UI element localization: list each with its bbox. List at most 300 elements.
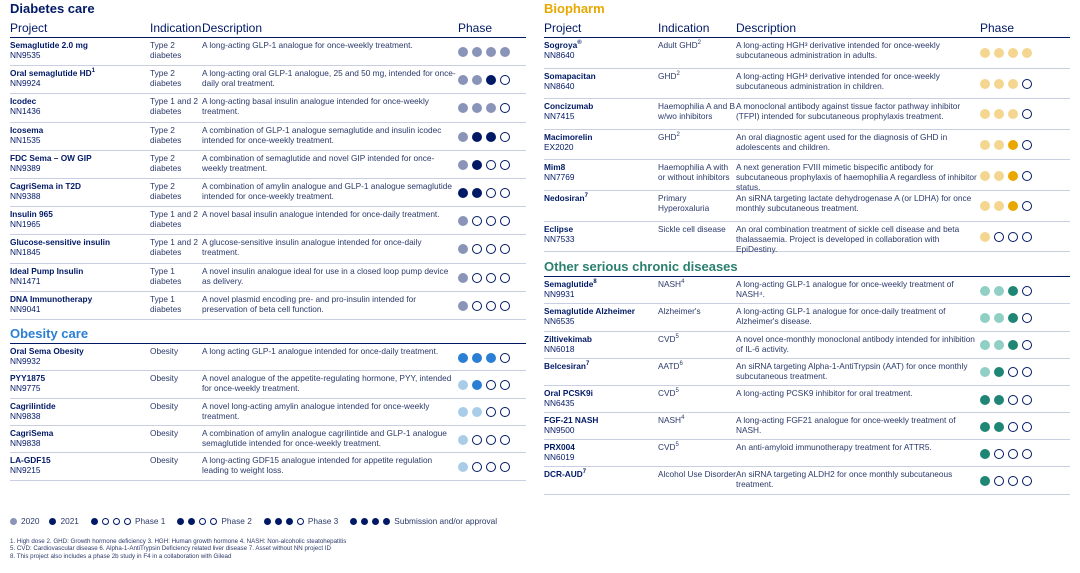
indication-cell (150, 426, 202, 452)
phase-dot-empty (1022, 449, 1032, 459)
indication-sup: 4 (681, 415, 685, 422)
legend-submission-dot (361, 518, 368, 525)
phase-dot-filled (458, 75, 468, 85)
legend-submission-dot (383, 518, 390, 525)
phase-dot-filled (472, 75, 482, 85)
phase-dots (980, 99, 1040, 130)
phase-dot-filled (1008, 286, 1018, 296)
phase-dot-filled (994, 286, 1004, 296)
phase-dot-empty (486, 273, 496, 283)
legend-phase3-dot (275, 518, 282, 525)
description-cell: A long acting GLP-1 analogue intended for once-daily treatment. (202, 345, 439, 356)
project-code: NN6018 (544, 343, 575, 354)
project-code: NN8640 (544, 50, 575, 60)
phase-dot-empty (500, 103, 510, 113)
phase-dots (980, 160, 1040, 191)
indication-text: Alcohol Use Disorder (658, 469, 736, 480)
phase-dots (458, 371, 518, 398)
project-name (544, 224, 658, 234)
project-cell (544, 38, 658, 68)
legend-2021-dot (49, 518, 56, 525)
project-name (544, 469, 658, 479)
project-cell (10, 235, 150, 262)
phase-dot-empty (1022, 367, 1032, 377)
phase-dot-empty (1022, 286, 1032, 296)
project-cell (10, 453, 150, 479)
project-name-text: PYY1875 (10, 373, 46, 384)
phase-dot-empty (1022, 109, 1032, 119)
indication-cell (658, 277, 736, 303)
phase-dot-filled (472, 47, 482, 57)
table-row (544, 99, 1070, 130)
phase-dots (458, 94, 518, 122)
indication-text: Type 2 diabetes (150, 180, 182, 201)
phase-dot-filled (486, 47, 496, 57)
project-cell (10, 344, 150, 370)
project-cell (10, 38, 150, 65)
phase-dot-filled (980, 79, 990, 89)
phase-dot-empty (1008, 367, 1018, 377)
table-row (544, 332, 1070, 359)
project-name (544, 334, 658, 344)
phase-dot-empty (1008, 449, 1018, 459)
project-name (10, 373, 150, 383)
legend-phase1-dot (91, 518, 98, 525)
table-row (544, 304, 1070, 331)
legend-submission-label: Submission and/or approval (394, 516, 498, 526)
phase-legend (10, 516, 530, 526)
indication-text: CVD (658, 333, 676, 344)
project-name (10, 209, 150, 219)
indication-text: Adult GHD (658, 40, 698, 50)
phase-dots (980, 359, 1040, 386)
phase-dot-filled (1022, 48, 1032, 58)
project-cell (544, 304, 658, 330)
indication-text: Haemophilia A and B w/wo inhibitors (658, 101, 736, 122)
table-row (10, 66, 526, 94)
phase-dot-empty (1022, 140, 1032, 150)
phase-dots (458, 123, 518, 151)
phase-dot-filled (980, 140, 990, 150)
phase-dot-filled (994, 395, 1004, 405)
description-cell: A novel long-acting amylin analogue intended for once-weekly treatment. (202, 400, 430, 421)
phase-dot-filled (458, 244, 468, 254)
phase-dot-empty (1022, 422, 1032, 432)
indication-text: Obesity (150, 455, 179, 466)
phase-dot-empty (1008, 232, 1018, 242)
description-cell: An siRNA targeting Alpha-1-AntiTrypsin (AAT) for once monthly subcutaneous treatment. (736, 360, 968, 381)
phase-dot-filled (486, 353, 496, 363)
project-name-text: DNA Immunotherapy (10, 293, 93, 304)
project-name (544, 101, 658, 111)
project-name-text: Ziltivekimab (544, 333, 592, 344)
project-code: NN1471 (10, 275, 41, 286)
project-cell (544, 440, 658, 466)
indication-text: Primary Hyperoxaluria (658, 192, 710, 213)
indication-sup: 2 (676, 132, 680, 139)
legend-phase1-dot (113, 518, 120, 525)
phase-dot-empty (500, 188, 510, 198)
header-description: Description (736, 21, 797, 35)
indication-cell (150, 38, 202, 65)
table-row (544, 222, 1070, 253)
indication-text: Haemophilia A with or without inhibitors (658, 162, 730, 183)
project-name (544, 361, 658, 371)
phase-dot-filled (472, 353, 482, 363)
indication-cell (658, 69, 736, 99)
phase-dot-filled (1008, 340, 1018, 350)
footnote-line: 1. High dose 2. GHD: Growth hormone deficiency 3. HGH: Human growth hormone 4. NASH: Non-alcoholic steatohepatitis (10, 538, 347, 545)
project-name-text: Icosema (10, 124, 44, 135)
legend-submission-dot (372, 518, 379, 525)
indication-cell (150, 371, 202, 397)
phase-dots (458, 38, 518, 66)
project-name-text: Ideal Pump Insulin (10, 265, 84, 276)
phase-dot-empty (472, 273, 482, 283)
phase-dot-empty (1022, 340, 1032, 350)
project-code: NN7533 (544, 233, 575, 244)
diabetes-care-title: Diabetes care (10, 1, 95, 16)
phase-dot-filled (472, 132, 482, 142)
phase-dot-empty (486, 407, 496, 417)
project-code: NN9775 (10, 383, 41, 394)
phase-dot-filled (458, 188, 468, 198)
header-description: Description (202, 21, 263, 35)
project-name (544, 279, 658, 289)
project-name (544, 71, 658, 81)
description-cell: A long-acting GLP-1 analogue for once-weekly treatment of NASH⁴. (736, 279, 954, 300)
phase-dots (458, 453, 518, 480)
phase-dot-filled (458, 380, 468, 390)
legend-phase1-dot (102, 518, 109, 525)
phase-dots (980, 304, 1040, 331)
phase-dots (458, 66, 518, 94)
legend-2020-label: 2020 (21, 516, 40, 526)
phase-dot-filled (1008, 48, 1018, 58)
phase-dot-filled (980, 48, 990, 58)
project-code: NN1436 (10, 106, 41, 117)
indication-text: Type 1 and 2 diabetes (150, 237, 198, 258)
indication-text: Type 2 diabetes (150, 124, 182, 145)
project-name-text: Somapacitan (544, 70, 596, 81)
phase-dot-empty (1022, 313, 1032, 323)
phase-dot-empty (486, 462, 496, 472)
phase-dot-filled (994, 140, 1004, 150)
table-row (544, 386, 1070, 413)
table-row (10, 94, 526, 122)
project-cell (10, 151, 150, 178)
phase-dot-empty (486, 244, 496, 254)
indication-text: Type 1 and 2 diabetes (150, 96, 198, 117)
project-name-text: Nedosiran (544, 192, 585, 203)
indication-cell (658, 440, 736, 466)
project-name (10, 346, 150, 356)
indication-sup: 6 (679, 360, 683, 367)
description-cell: A long-acting GDF15 analogue intended for appetite regulation leading to weight loss. (202, 455, 433, 476)
phase-dot-empty (500, 216, 510, 226)
table-row (10, 235, 526, 263)
indication-cell (658, 467, 736, 493)
phase-dot-filled (980, 232, 990, 242)
project-cell (544, 160, 658, 190)
table-row (10, 264, 526, 292)
project-name-text: Insulin 965 (10, 209, 53, 220)
indication-text: Type 1 diabetes (150, 265, 182, 286)
table-row (544, 440, 1070, 467)
phase-dots (980, 277, 1040, 304)
project-name (544, 132, 658, 142)
footnote-line: 5. CVD: Cardiovascular disease 6. Alpha-1-AntiTrypsin Deficiency related liver disease 7. Asset without NN project ID (10, 545, 331, 553)
project-name (10, 96, 150, 106)
phase-dot-filled (994, 422, 1004, 432)
project-name-text: CagriSema (10, 428, 54, 439)
description-cell: A novel once-monthly monoclonal antibody intended for inhibition of IL-6 activity. (736, 333, 975, 354)
description-cell: A novel analogue of the appetite-regulating hormone, PYY, intended for once-weekly treatment. (202, 373, 452, 394)
phase-dot-filled (980, 171, 990, 181)
project-code: EX2020 (544, 141, 574, 152)
table-row (10, 207, 526, 235)
phase-dots (458, 151, 518, 179)
biopharm-title: Biopharm (544, 1, 605, 16)
project-code: NN6435 (544, 397, 575, 408)
indication-text: NASH (658, 415, 682, 426)
table-row (10, 38, 526, 66)
phase-dot-filled (472, 407, 482, 417)
phase-dot-empty (472, 244, 482, 254)
phase-dot-filled (980, 367, 990, 377)
project-name (10, 237, 150, 247)
phase-dots (458, 292, 518, 320)
phase-dots (458, 179, 518, 207)
phase-dot-empty (472, 301, 482, 311)
indication-cell (658, 99, 736, 129)
project-name-text: PRX004 (544, 442, 575, 453)
project-name (544, 40, 658, 50)
description-cell: An oral diagnostic agent used for the diagnosis of GHD in adolescents and children. (736, 131, 948, 152)
table-row (10, 426, 526, 453)
project-name-text: Eclipse (544, 223, 574, 234)
indication-cell (658, 130, 736, 160)
phase-dot-empty (500, 435, 510, 445)
indication-text: Type 2 diabetes (150, 40, 182, 60)
phase-dot-empty (472, 462, 482, 472)
project-cell (10, 123, 150, 150)
phase-dot-filled (472, 188, 482, 198)
project-cell (544, 386, 658, 412)
project-name-text: Oral PCSK9i (544, 387, 593, 398)
project-code: NN9389 (10, 162, 41, 173)
description-cell: A combination of amylin analogue cagrilintide and GLP-1 analogue semaglutide intended for once-weekly treatment. (202, 428, 447, 449)
phase-dot-filled (458, 353, 468, 363)
phase-dots (458, 207, 518, 235)
description-cell: A novel insulin analogue ideal for use in a closed loop pump device as delivery. (202, 265, 449, 286)
project-code: NN9931 (544, 289, 575, 300)
phase-dot-empty (500, 380, 510, 390)
description-cell: An oral combination treatment of sickle cell disease and beta thalassaemia. Project is developed in collaboration with EpiDestiny. (736, 223, 960, 254)
legend-phase1-label: Phase 1 (134, 516, 166, 526)
ocd-table-body (544, 276, 1070, 495)
table-row (10, 123, 526, 151)
project-name (544, 193, 658, 203)
description-cell: A next generation FVIII mimetic bispecific antibody for subcutaneous prophylaxis of haemophilia A regardless of inhibitor status. (736, 162, 977, 193)
phase-dot-empty (1022, 395, 1032, 405)
project-code: NN9924 (10, 78, 41, 89)
project-name (544, 442, 658, 452)
obesity-table-body (10, 343, 526, 481)
description-cell: A combination of GLP-1 analogue semaglutide and insulin icodec intended for once-weekly treatment. (202, 124, 442, 145)
indication-cell (150, 264, 202, 291)
legend-2020-dot (10, 518, 17, 525)
phase-dot-filled (980, 286, 990, 296)
phase-dots (980, 38, 1040, 69)
phase-dot-filled (458, 435, 468, 445)
phase-dot-filled (1008, 140, 1018, 150)
indication-sup: 2 (676, 70, 680, 77)
indication-cell (658, 222, 736, 252)
description-cell: A long-acting basal insulin analogue intended for once-weekly treatment. (202, 96, 429, 117)
project-cell (10, 292, 150, 319)
description-cell: A combination of amylin analogue and GLP-1 analogue semaglutide intended for once-weekly treatment. (202, 180, 452, 201)
phase-dots (980, 332, 1040, 359)
indication-cell (150, 66, 202, 93)
indication-sup: 2 (697, 40, 701, 47)
phase-dot-filled (458, 103, 468, 113)
project-name-text: Sogroya (544, 40, 578, 50)
indication-text: GHD (658, 131, 677, 142)
header-phase: Phase (458, 21, 493, 35)
table-row (10, 399, 526, 426)
project-name-text: Glucose-sensitive insulin (10, 237, 111, 248)
project-name (10, 401, 150, 411)
project-name-text: Oral semaglutide HD (10, 68, 92, 79)
project-name-text: Mim8 (544, 162, 566, 173)
phase-dot-filled (980, 395, 990, 405)
legend-submission-dot (350, 518, 357, 525)
project-code: NN9535 (10, 50, 41, 60)
footnote-line: 8. This project also includes a phase 2b study in F4 in a collaboration with Gilead (10, 552, 232, 560)
phase-dot-filled (458, 462, 468, 472)
table-row (544, 191, 1070, 222)
phase-dot-empty (486, 301, 496, 311)
project-name-text: CagriSema in T2D (10, 180, 82, 191)
phase-dot-empty (994, 449, 1004, 459)
table-row (544, 69, 1070, 100)
right-column (544, 0, 1070, 495)
phase-dot-filled (980, 422, 990, 432)
phase-dot-filled (1008, 79, 1018, 89)
project-cell (10, 264, 150, 291)
project-name-text: Oral Sema Obesity (10, 345, 84, 356)
project-code: NN8640 (544, 80, 575, 91)
phase-dot-empty (1022, 171, 1032, 181)
project-cell (544, 467, 658, 493)
project-cell (544, 222, 658, 252)
table-row (544, 277, 1070, 304)
phase-dot-filled (458, 216, 468, 226)
phase-dot-empty (994, 232, 1004, 242)
project-name-text: DCR-AUD (544, 469, 583, 480)
phase-dot-empty (1008, 476, 1018, 486)
indication-cell (150, 94, 202, 121)
project-cell (544, 130, 658, 160)
project-name (10, 266, 150, 276)
project-name-sup: 7 (585, 360, 590, 367)
project-code: NN9500 (544, 425, 575, 436)
other-serious-chronic-diseases-title: Other serious chronic diseases (544, 259, 738, 275)
project-name-sup: 8 (593, 279, 597, 286)
description-cell: A long-acting GLP-1 analogue for once-weekly treatment. (202, 40, 413, 50)
indication-text: Type 2 diabetes (150, 68, 182, 89)
header-indication: Indication (658, 21, 710, 35)
phase-dot-filled (994, 171, 1004, 181)
table-row (544, 160, 1070, 191)
phase-dots (980, 191, 1040, 222)
table-row (10, 292, 526, 320)
project-name (10, 125, 150, 135)
indication-sup: 5 (675, 442, 679, 449)
phase-dot-empty (1022, 201, 1032, 211)
phase-dot-filled (994, 48, 1004, 58)
indication-cell (150, 207, 202, 234)
project-code: NN9041 (10, 303, 41, 314)
phase-dot-empty (1008, 422, 1018, 432)
phase-dot-filled (980, 449, 990, 459)
phase-dot-filled (1008, 171, 1018, 181)
project-name-text: FGF-21 NASH (544, 415, 599, 426)
phase-dot-empty (500, 132, 510, 142)
project-cell (544, 413, 658, 439)
phase-dot-empty (500, 353, 510, 363)
phase-dot-empty (994, 476, 1004, 486)
indication-cell (658, 359, 736, 385)
table-row (10, 453, 526, 480)
legend-phase2-dot (188, 518, 195, 525)
project-name-sup: 7 (584, 193, 588, 200)
description-cell: An siRNA targeting ALDH2 for once monthly subcutaneous treatment. (736, 469, 953, 490)
phase-dot-filled (486, 75, 496, 85)
phase-dot-filled (980, 109, 990, 119)
project-cell (544, 359, 658, 385)
description-cell: A long-acting oral GLP-1 analogue, 25 and 50 mg, intended for once-daily oral treatment. (202, 68, 456, 89)
indication-cell (150, 235, 202, 262)
indication-cell (658, 413, 736, 439)
project-code: NN7415 (544, 111, 575, 122)
indication-text: AATD (658, 360, 680, 371)
project-name (10, 68, 150, 78)
phase-dot-filled (1008, 201, 1018, 211)
diabetes-table-header (10, 18, 526, 38)
legend-phase2-dot (199, 518, 206, 525)
phase-dot-empty (500, 160, 510, 170)
project-cell (544, 277, 658, 303)
description-cell: A combination of semaglutide and novel GIP intended for once-weekly treatment. (202, 152, 435, 173)
project-name-text: Semaglutide Alzheimer (544, 306, 635, 317)
project-code: NN9215 (10, 465, 41, 476)
legend-phase3-dot (297, 518, 304, 525)
phase-dot-empty (472, 216, 482, 226)
phase-dot-empty (1008, 395, 1018, 405)
project-code: NN7769 (544, 172, 575, 183)
project-code: NN1535 (10, 134, 41, 145)
project-cell (10, 207, 150, 234)
description-cell: A long-acting HGH³ derivative intended for once-weekly subcutaneous administration in children. (736, 70, 940, 91)
phase-dot-filled (994, 340, 1004, 350)
phase-dot-filled (486, 132, 496, 142)
project-cell (10, 94, 150, 121)
indication-text: GHD (658, 70, 677, 81)
indication-sup: 5 (675, 333, 679, 340)
project-name-sup: 7 (582, 469, 587, 476)
